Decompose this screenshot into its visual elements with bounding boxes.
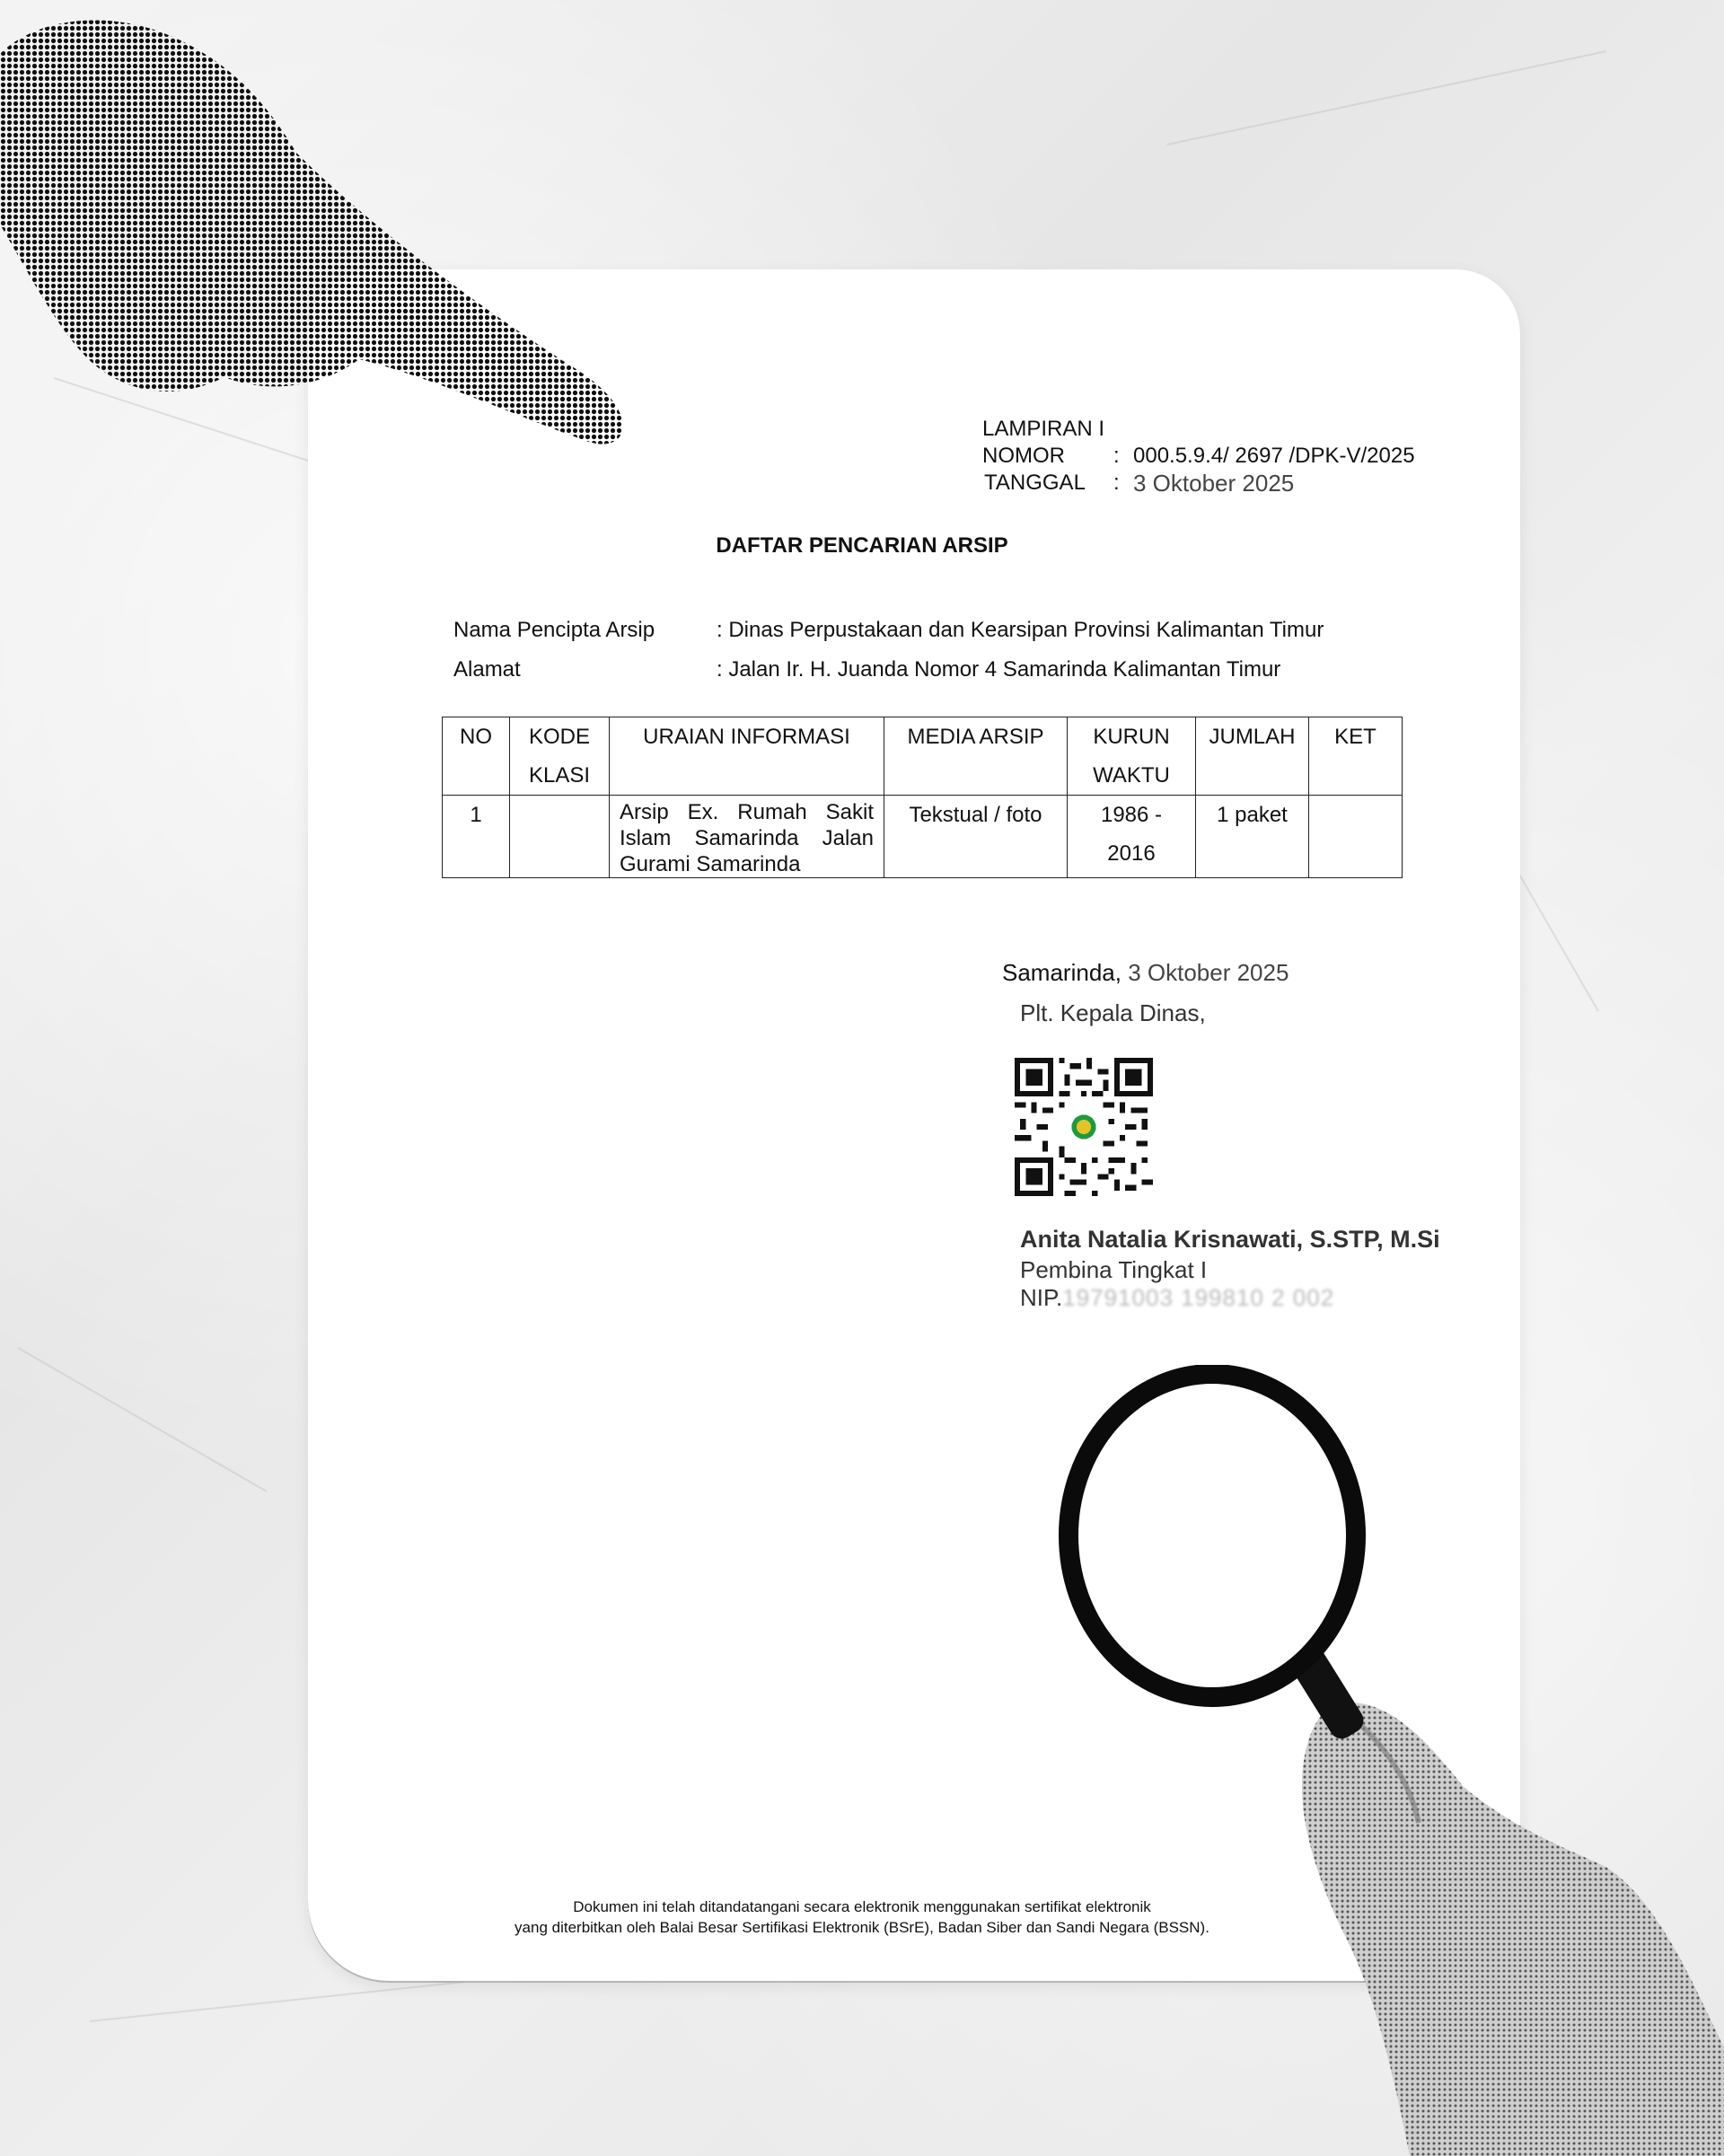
signature-place: Samarinda,	[1002, 959, 1121, 986]
header-jumlah: JUMLAH	[1196, 717, 1309, 796]
header-uraian: URAIAN INFORMASI	[610, 717, 884, 796]
cell-ket	[1309, 796, 1403, 878]
signature-date: 3 Oktober 2025	[1128, 959, 1289, 986]
header-media: MEDIA ARSIP	[884, 717, 1068, 796]
cell-no: 1	[443, 796, 510, 878]
header-kurun-line2: WAKTU	[1093, 763, 1170, 788]
footer-note	[0, 1896, 1724, 1938]
table-header-row	[443, 717, 1403, 796]
tanggal-colon: :	[1113, 471, 1120, 495]
header-kurun	[1068, 717, 1196, 796]
cell-kurun-line1: 1986 -	[1100, 803, 1163, 827]
footer-line1: Dokumen ini telah ditandatangani secara elektronik menggunakan sertifikat elektronik	[573, 1898, 1151, 1915]
header-kode-line1: KODE	[528, 725, 590, 749]
signature-jabatan: Plt. Kepala Dinas,	[1020, 999, 1206, 1026]
header-no: NO	[443, 717, 510, 796]
cell-uraian: Arsip Ex. Rumah Sakit Islam Samarinda Jalan Gurami Samarinda	[610, 796, 884, 878]
table-row	[443, 796, 1403, 878]
arsip-table	[442, 717, 1403, 878]
paper-crease	[18, 1347, 268, 1492]
pencipta-label: Nama Pencipta Arsip	[453, 618, 655, 642]
signer-name: Anita Natalia Krisnawati, S.STP, M.Si	[1020, 1226, 1440, 1253]
qr-code-icon	[1015, 1058, 1153, 1196]
header-kode-line2: KLASI	[528, 763, 591, 788]
cell-jumlah: 1 paket	[1196, 796, 1309, 878]
cell-media: Tekstual / foto	[884, 796, 1068, 878]
magnifying-glass-icon	[1033, 1365, 1724, 2156]
header-kode	[510, 717, 610, 796]
cell-kurun-line2: 2016	[1107, 841, 1156, 866]
tanggal-row	[982, 470, 1415, 497]
footer-line2: yang diterbitkan oleh Balai Besar Sertifikasi Elektronik (BSrE), Badan Siber dan Sandi Negara (BSSN).	[515, 1919, 1209, 1936]
tanggal-value: 3 Oktober 2025	[1133, 470, 1295, 497]
header-kurun-line1: KURUN	[1093, 725, 1170, 749]
pencipta-row	[453, 611, 1324, 650]
alamat-row	[453, 650, 1324, 690]
signature-block	[1002, 955, 1289, 1027]
document-title: DAFTAR PENCARIAN ARSIP	[716, 533, 1008, 558]
nip-value: 19791003 199810 2 002	[1062, 1284, 1335, 1311]
alamat-value: : Jalan Ir. H. Juanda Nomor 4 Samarinda Kalimantan Timur	[717, 657, 1281, 682]
signer-nip	[1020, 1284, 1334, 1312]
lampiran-block	[982, 416, 1415, 497]
nomor-row	[982, 443, 1415, 470]
pencipta-value: : Dinas Perpustakaan dan Kearsipan Provinsi Kalimantan Timur	[717, 618, 1324, 642]
pointing-hand-icon	[0, 0, 646, 449]
alamat-label: Alamat	[453, 657, 521, 682]
nip-label: NIP.	[1020, 1284, 1063, 1311]
nomor-label: NOMOR	[982, 444, 1065, 468]
nomor-value: 000.5.9.4/ 2697 /DPK-V/2025	[1133, 444, 1415, 468]
cell-kode	[510, 796, 610, 878]
cell-kurun	[1068, 796, 1196, 878]
signer-rank: Pembina Tingkat I	[1020, 1256, 1208, 1283]
lampiran-title: LAMPIRAN I	[982, 417, 1105, 441]
signature-place-date	[1002, 955, 1289, 990]
metadata-block	[453, 611, 1324, 690]
tanggal-label: TANGGAL	[984, 471, 1086, 495]
header-ket: KET	[1309, 717, 1403, 796]
nomor-colon: :	[1113, 444, 1120, 468]
paper-crease	[1167, 50, 1606, 145]
